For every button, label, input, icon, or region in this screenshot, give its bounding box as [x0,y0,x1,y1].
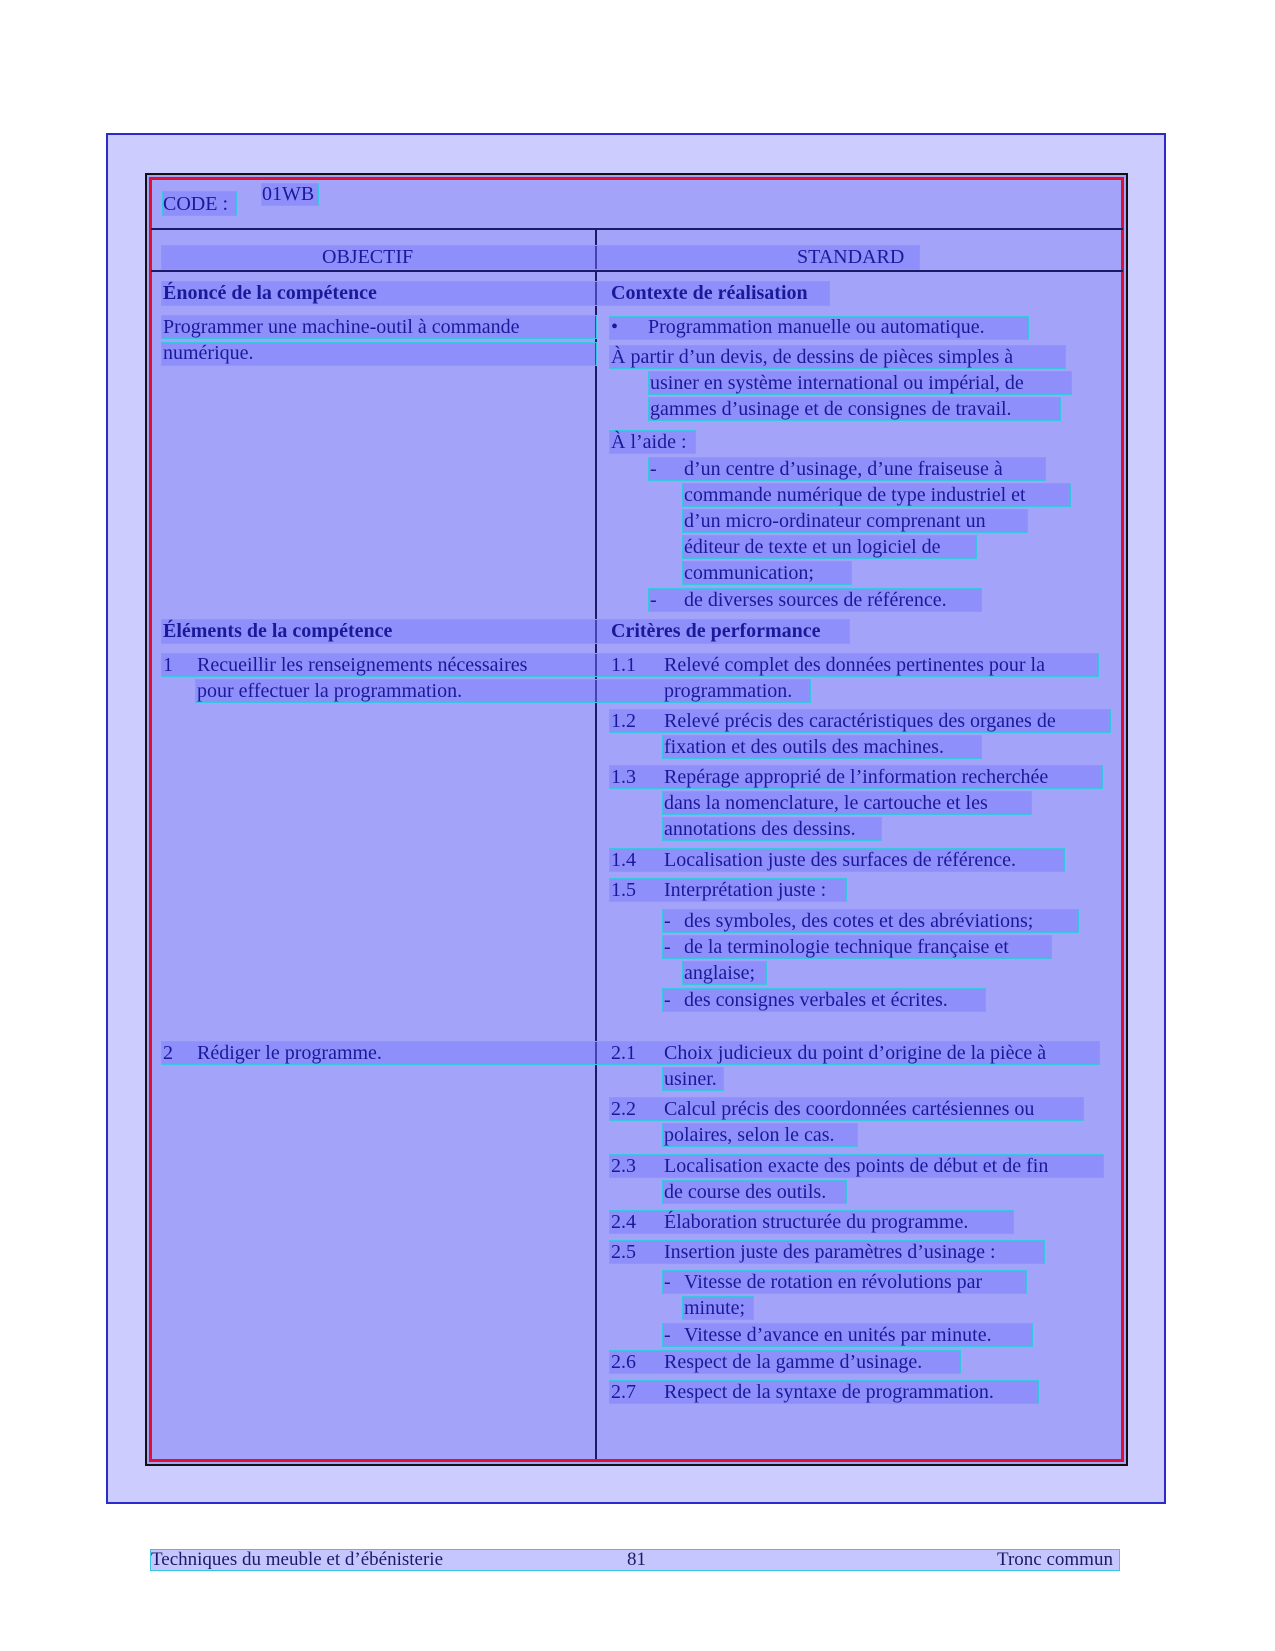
footer-program: Techniques du meuble et d’ébénisterie [151,1549,444,1570]
aide-item: commande numérique de type industriel et [684,484,1026,506]
criterion-text: Repérage approprié de l’information recherchée [664,766,1049,788]
element-text: Rédiger le programme. [197,1042,382,1064]
criterion-text: Respect de la syntaxe de programmation. [664,1381,994,1403]
criterion-subitem: minute; [684,1297,746,1319]
criterion-number: 2.3 [611,1155,636,1177]
criterion-text: Choix judicieux du point d’origine de la pièce à [664,1042,1047,1064]
criterion-number: 2.2 [611,1098,636,1120]
criterion-text: usiner. [664,1068,717,1090]
element-text: Recueillir les renseignements nécessaires [197,654,528,676]
column-header-standard: STANDARD [797,246,905,268]
enonce-line: numérique. [163,342,254,364]
criterion-text: dans la nomenclature, le cartouche et les [664,792,988,814]
dash: - [650,458,657,480]
criterion-number: 2.6 [611,1351,636,1373]
criterion-text: annotations des dessins. [664,818,856,840]
aide-title: À l’aide : [611,431,687,453]
criterion-text: Interprétation juste : [664,879,827,901]
dash: - [664,936,671,958]
criterion-number: 2.4 [611,1211,636,1233]
criterion-subitem: Vitesse de rotation en révolutions par [684,1271,983,1293]
criterion-text: Localisation juste des surfaces de référence. [664,849,1017,871]
dash: - [664,910,671,932]
criterion-text: programmation. [664,680,793,702]
enonce-line: Programmer une machine-outil à commande [163,316,520,338]
code-label: CODE : [163,193,228,215]
aide-item: communication; [684,562,814,584]
criterion-number: 1.2 [611,710,636,732]
dash: - [664,1324,671,1346]
contexte-apartir: usiner en système international ou impérial, de [650,372,1024,394]
contexte-bullet: Programmation manuelle ou automatique. [648,316,985,338]
dash: - [664,1271,671,1293]
criterion-number: 1.5 [611,879,636,901]
footer-section: Tronc commun [997,1549,1113,1570]
criterion-subitem: des symboles, des cotes et des abréviations; [684,910,1034,932]
criteres-title: Critères de performance [611,620,821,642]
column-header-objectif: OBJECTIF [322,246,414,268]
criterion-number: 1.1 [611,654,636,676]
criterion-text: Relevé complet des données pertinentes pour la [664,654,1045,676]
criterion-text: Élaboration structurée du programme. [664,1211,969,1233]
dash: - [650,589,657,611]
criterion-number: 2.5 [611,1241,636,1263]
code-value: 01WB [262,183,315,205]
criterion-subitem: Vitesse d’avance en unités par minute. [684,1324,992,1346]
criterion-subitem: des consignes verbales et écrites. [684,989,948,1011]
dash: - [664,989,671,1011]
criterion-text: Respect de la gamme d’usinage. [664,1351,923,1373]
contexte-apartir: À partir d’un devis, de dessins de pièces simples à [611,346,1014,368]
criterion-text: Relevé précis des caractéristiques des organes de [664,710,1056,732]
criterion-number: 2.7 [611,1381,636,1403]
elements-title: Éléments de la compétence [163,620,393,642]
aide-item: d’un centre d’usinage, d’une fraiseuse à [684,458,1003,480]
element-number: 2 [163,1042,173,1064]
column-divider [595,229,597,1459]
enonce-title: Énoncé de la compétence [163,282,377,304]
element-number: 1 [163,654,173,676]
table-divider [151,228,1123,230]
element-text: pour effectuer la programmation. [197,680,463,702]
criterion-text: Calcul précis des coordonnées cartésiennes ou [664,1098,1035,1120]
criterion-text: fixation et des outils des machines. [664,736,944,758]
criterion-subitem: de la terminologie technique française et [684,936,1009,958]
table-divider [151,270,1123,272]
aide-item: d’un micro-ordinateur comprenant un [684,510,986,532]
criterion-number: 1.3 [611,766,636,788]
footer-page-number: 81 [627,1549,646,1570]
criterion-text: Insertion juste des paramètres d’usinage : [664,1241,996,1263]
aide-item: éditeur de texte et un logiciel de [684,536,941,558]
bullet-symbol: • [611,316,619,338]
criterion-number: 1.4 [611,849,636,871]
aide-item: de diverses sources de référence. [684,589,947,611]
criterion-text: Localisation exacte des points de début et de fin [664,1155,1049,1177]
contexte-apartir: gammes d’usinage et de consignes de travail. [650,398,1012,420]
criterion-text: de course des outils. [664,1181,827,1203]
criterion-text: polaires, selon le cas. [664,1124,835,1146]
contexte-title: Contexte de réalisation [611,282,808,304]
criterion-subitem: anglaise; [684,962,756,984]
criterion-number: 2.1 [611,1042,636,1064]
